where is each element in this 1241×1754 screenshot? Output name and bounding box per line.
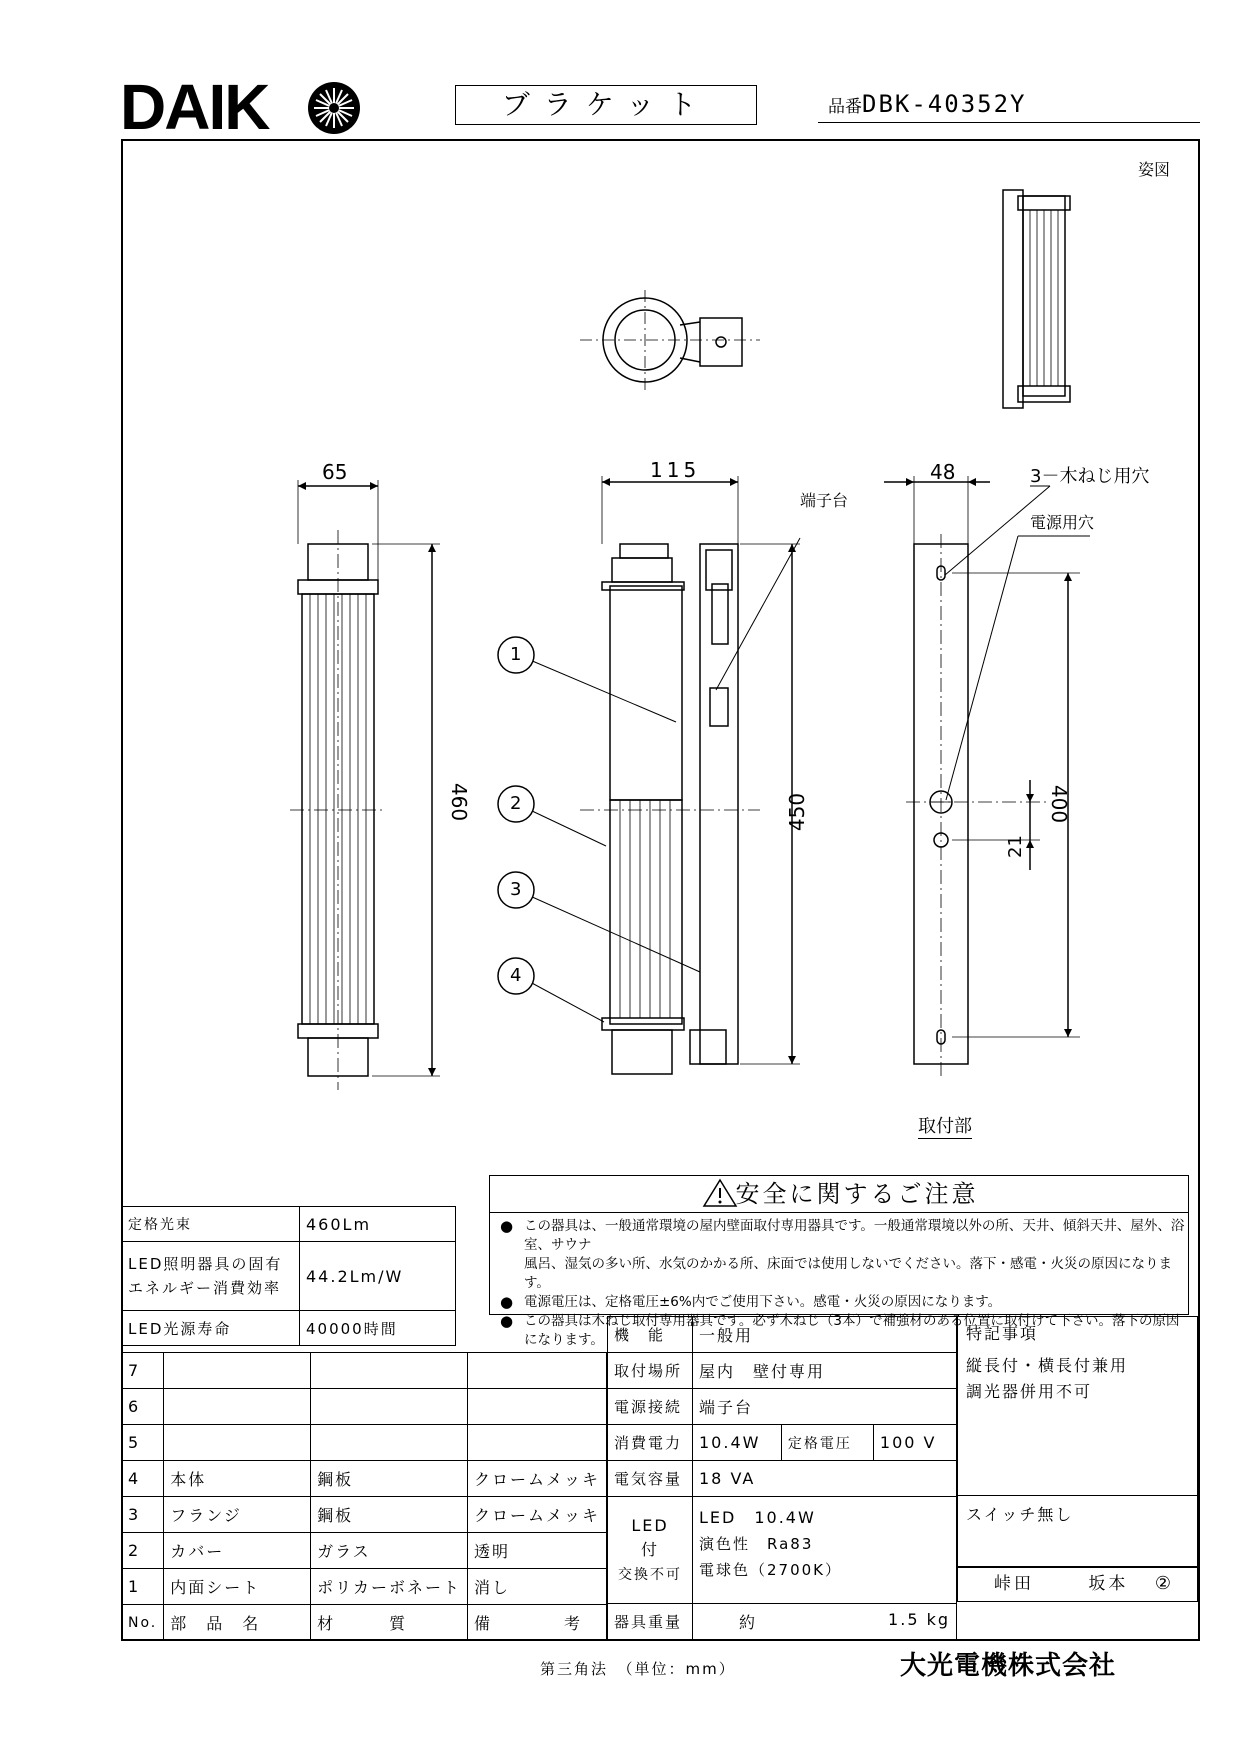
- dim-400: 400: [1047, 784, 1072, 824]
- callout-1: 1: [510, 644, 522, 665]
- light-spec-table: 定格光束 460Lm LED照明器具の固有 エネルギー消費効率 44.2Lm/W LED光源寿命 40000時間: [121, 1206, 456, 1346]
- table-row: 5: [122, 1425, 607, 1461]
- view-label: 姿図: [1138, 160, 1171, 179]
- callout-4: 4: [510, 965, 522, 986]
- terminal-label: 端子台: [800, 491, 849, 510]
- table-row: 7: [122, 1353, 607, 1389]
- signature-block: 峠田 坂本 ②: [957, 1566, 1198, 1602]
- dim-48: 48: [930, 460, 956, 484]
- dim-115: 115: [650, 458, 701, 482]
- safety-title: 安全に関するご注意: [490, 1176, 1188, 1213]
- table-row: 3 フランジ 鋼板 クロームメッキ: [122, 1497, 607, 1533]
- table-row: 1 内面シート ポリカーボネート 消し: [122, 1569, 607, 1605]
- company-name: 大光電機株式会社: [900, 1651, 1117, 1681]
- product-title: ブラケット: [455, 85, 757, 125]
- brand-logo: DAIK: [120, 71, 269, 143]
- notes-block: 特記事項 縦長付・横長付兼用 調光器併用不可 スイッチ無し: [957, 1316, 1198, 1568]
- table-row: 2 カバー ガラス 透明: [122, 1533, 607, 1569]
- parts-table: [121, 1352, 607, 1641]
- part-number: 品番DBK-40352Y: [828, 90, 1027, 118]
- mount-label: 取付部: [918, 1112, 972, 1139]
- table-row: 6: [122, 1389, 607, 1425]
- specs-table: 機 能 一般用 取付場所 屋内 壁付専用 電源接続 端子台 消費電力 10.4W 定格電圧 100 V 電気容量 18 VA LED 付 交換不可 LED 10.4W 演色性 Ra83 電球色（2700K） 器具重量 約 1.5 kg: [607, 1316, 957, 1640]
- safety-item: 風呂、湿気の多い所、水気のかかる所、床面では使用しないでください。落下・感電・火災の原因になります。: [524, 1256, 1172, 1291]
- safety-item: ● この器具は木ねじ取付専用器具です。必ず木ねじ（3本）で補強材のある位置に取付けて下さい。落下の原因になります。: [500, 1312, 1180, 1348]
- safety-item: ● この器具は、一般通常環境の屋内壁面取付専用器具です。一般通常環境以外の所、天井、傾斜天井、屋外、浴室、サウナ: [500, 1217, 1185, 1253]
- safety-notice: [489, 1175, 1189, 1348]
- dim-450: 450: [785, 792, 810, 832]
- screw-hole-label: 3－木ねじ用穴: [1030, 466, 1150, 487]
- callout-2: 2: [510, 793, 522, 814]
- table-row: 4 本体 鋼板 クロームメッキ: [122, 1461, 607, 1497]
- table-header: No. 部 品 名 材 質 備 考: [122, 1605, 607, 1641]
- callout-3: 3: [510, 879, 522, 900]
- safety-item: ● 電源電圧は、定格電圧±6%内でご使用下さい。感電・火災の原因になります。: [500, 1293, 1002, 1311]
- power-hole-label: 電源用穴: [1030, 513, 1095, 532]
- dim-65: 65: [322, 460, 348, 484]
- dim-460: 460: [447, 782, 472, 822]
- projection-method: 第三角法 （単位：mm）: [540, 1660, 736, 1678]
- dim-21: 21: [1004, 835, 1026, 858]
